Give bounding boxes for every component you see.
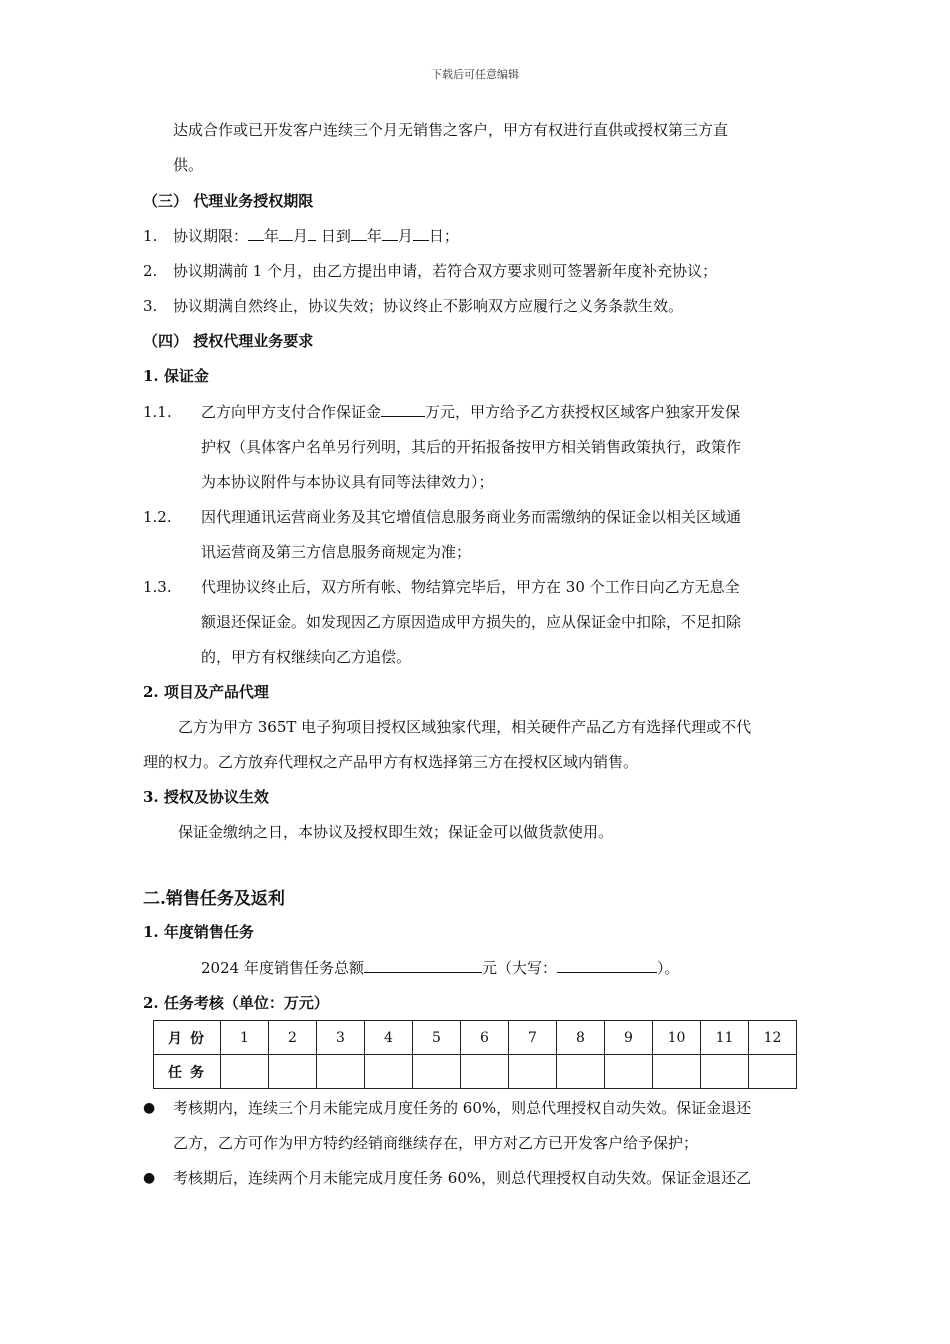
month-cell: 9 (605, 1021, 653, 1055)
task-cell (461, 1055, 509, 1089)
intro-line-2: 供。 (173, 156, 204, 174)
month-cell: 8 (557, 1021, 605, 1055)
task-cell (317, 1055, 365, 1089)
blank-month-end (382, 225, 398, 241)
intro-line-1: 达成合作或已开发客户连续三个月无销售之客户，甲方有权进行直供或授权第三方直 (173, 121, 729, 139)
deposit-1-1-line-2: 护权（具体客户名单另行列明，其后的开拓报备按甲方相关销售政策执行，政策作 (201, 438, 742, 456)
annual-target: 2024 年度销售任务总额 元（大写： ）。 (201, 959, 680, 977)
deposit-heading: 1. 保证金 (143, 367, 209, 385)
task-cell (749, 1055, 797, 1089)
effect-heading: 3. 授权及协议生效 (143, 788, 269, 806)
blank-annual-amount (364, 957, 482, 973)
task-cell (557, 1055, 605, 1089)
month-cell: 2 (269, 1021, 317, 1055)
month-cell: 12 (749, 1021, 797, 1055)
deposit-1-1-line-1: 乙方向甲方支付合作保证金 万元，甲方给予乙方获授权区域客户独家开发保 (201, 403, 741, 421)
blank-day-end (413, 225, 429, 241)
task-label: 任务 (154, 1055, 221, 1089)
assessment-heading: 2. 任务考核（单位：万元） (143, 994, 329, 1012)
bullet-icon: ● (143, 1100, 156, 1116)
blank-month (279, 225, 293, 241)
task-cell (605, 1055, 653, 1089)
effect-line-1: 保证金缴纳之日，本协议及授权即生效；保证金可以做货款使用。 (178, 823, 614, 841)
deposit-1-2-line-1: 因代理通讯运营商业务及其它增值信息服务商业务而需缴纳的保证金以相关区域通 (201, 508, 742, 526)
month-cell: 1 (221, 1021, 269, 1055)
s3-item-3: 协议期满自然终止，协议失效；协议终止不影响双方应履行之义务条款生效。 (173, 297, 684, 315)
deposit-1-2-line-2: 讯运营商及第三方信息服务商规定为准； (201, 543, 472, 561)
task-cell (269, 1055, 317, 1089)
bullet-icon: ● (143, 1170, 156, 1186)
s3-item-2: 协议期满前 1 个月，由乙方提出申请，若符合双方要求则可签署新年度补充协议； (173, 262, 718, 280)
blank-annual-uppercase (557, 957, 657, 973)
deposit-1-2-num: 1.2. (143, 508, 172, 526)
deposit-1-3-line-3: 的，甲方有权继续向乙方追偿。 (201, 648, 412, 666)
section3-title: （三） 代理业务授权期限 (143, 192, 314, 210)
project-line-1: 乙方为甲方 365T 电子狗项目授权区域独家代理，相关硬件产品乙方有选择代理或不代 (178, 718, 752, 736)
s3-item-3-num: 3. (143, 297, 158, 315)
annual-heading: 1. 年度销售任务 (143, 923, 254, 941)
month-cell: 3 (317, 1021, 365, 1055)
s3-item-1: 协议期限： 年 月 日到 年 月 日； (173, 227, 459, 245)
bullet-1-line-1: 考核期内，连续三个月未能完成月度任务的 60%，则总代理授权自动失效。保证金退还 (173, 1099, 752, 1117)
month-cell: 11 (701, 1021, 749, 1055)
task-table (153, 1020, 797, 1089)
month-cell: 7 (509, 1021, 557, 1055)
s3-item-2-num: 2. (143, 262, 158, 280)
project-heading: 2. 项目及产品代理 (143, 683, 269, 701)
deposit-1-1-line-3: 为本协议附件与本协议具有同等法律效力）； (201, 473, 494, 491)
bullet-1-line-2: 乙方，乙方可作为甲方特约经销商继续存在，甲方对乙方已开发客户给予保护； (173, 1134, 699, 1152)
task-cell (509, 1055, 557, 1089)
blank-deposit-amount (381, 401, 425, 417)
s3-item-1-num: 1. (143, 227, 158, 245)
deposit-1-3-line-1: 代理协议终止后，双方所有帐、物结算完毕后，甲方在 30 个工作日向乙方无息全 (201, 578, 740, 596)
bullet-2-line-1: 考核期后，连续两个月未能完成月度任务 60%，则总代理授权自动失效。保证金退还乙 (173, 1169, 752, 1187)
blank-day (308, 225, 316, 241)
task-cell (701, 1055, 749, 1089)
table-row-tasks (154, 1055, 797, 1089)
table-row-months (154, 1021, 797, 1055)
task-cell (365, 1055, 413, 1089)
project-line-2: 理的权力。乙方放弃代理权之产品甲方有权选择第三方在授权区域内销售。 (143, 753, 639, 771)
task-cell (653, 1055, 701, 1089)
deposit-1-3-num: 1.3. (143, 578, 172, 596)
month-cell: 5 (413, 1021, 461, 1055)
month-cell: 10 (653, 1021, 701, 1055)
blank-year-end (351, 225, 367, 241)
deposit-1-3-line-2: 额退还保证金。如发现因乙方原因造成甲方损失的，应从保证金中扣除，不足扣除 (201, 613, 742, 631)
task-cell (221, 1055, 269, 1089)
task-cell (413, 1055, 461, 1089)
header-note: 下载后可任意编辑 (431, 68, 519, 81)
month-cell: 4 (365, 1021, 413, 1055)
month-cell: 6 (461, 1021, 509, 1055)
month-label: 月份 (154, 1021, 221, 1055)
part2-title: 二.销售任务及返利 (143, 889, 285, 909)
blank-year (248, 225, 264, 241)
section4-title: （四） 授权代理业务要求 (143, 332, 314, 350)
deposit-1-1-num: 1.1. (143, 403, 172, 421)
